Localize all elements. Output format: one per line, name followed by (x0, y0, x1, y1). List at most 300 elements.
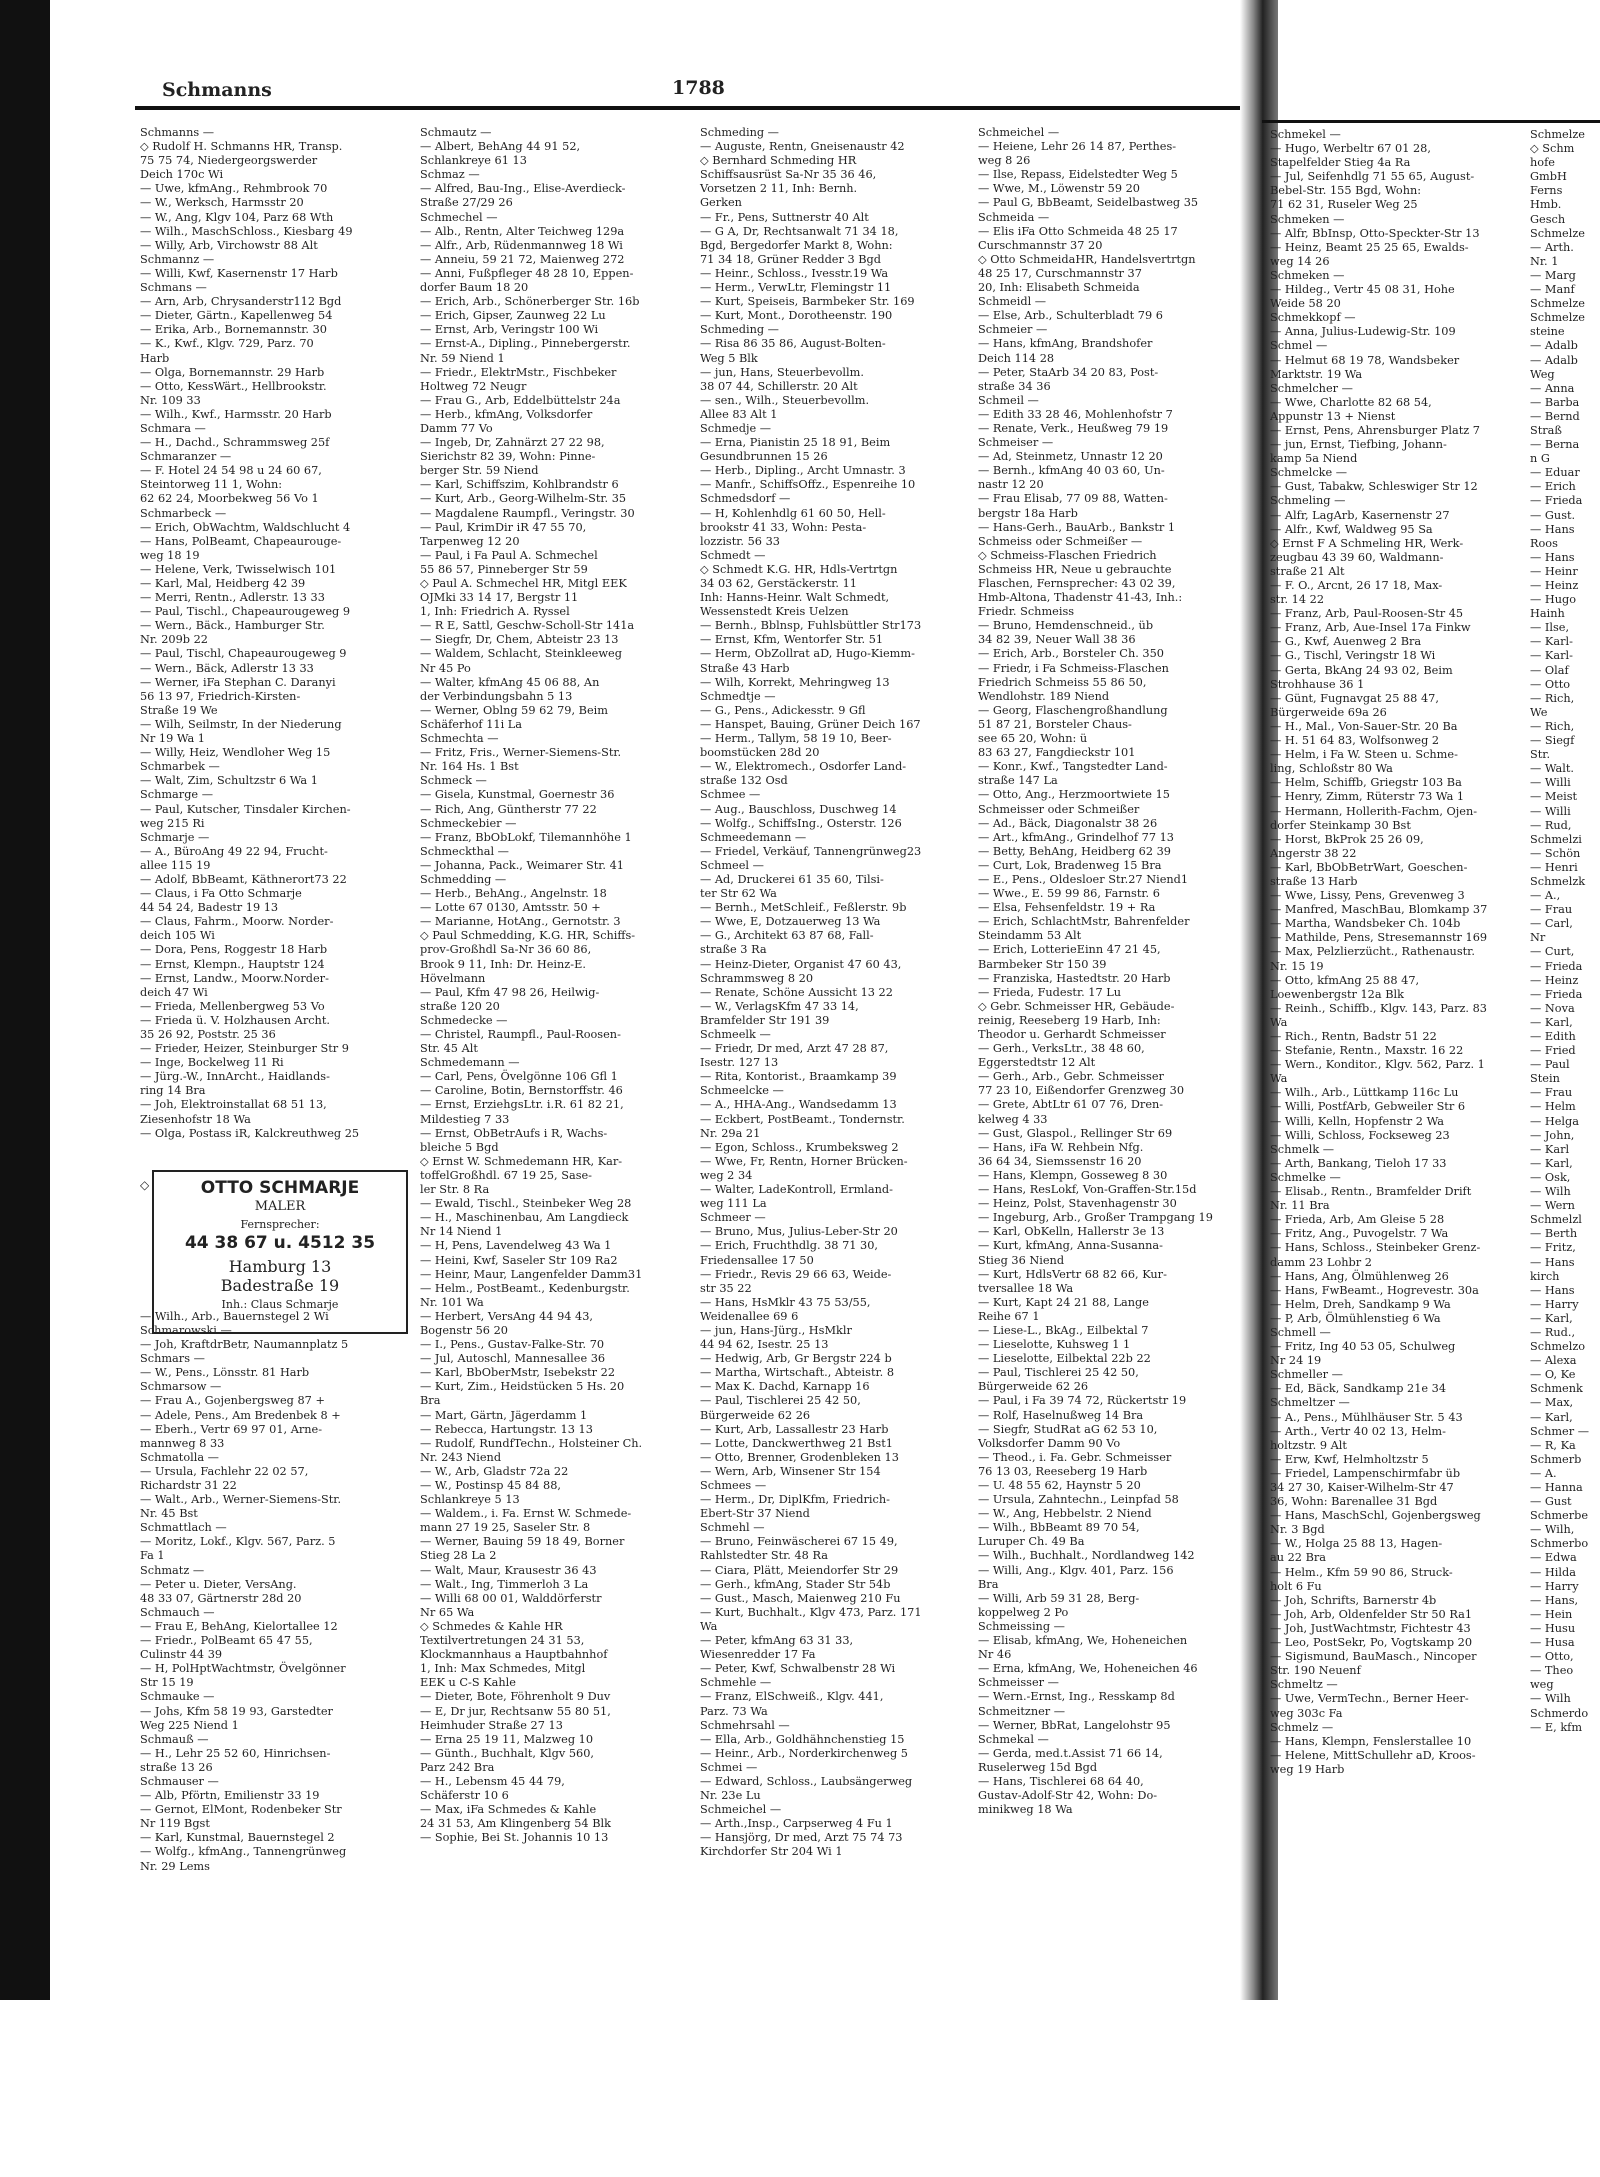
directory-entry-line: — Willi, Kelln, Hopfenstr 2 Wa (1270, 1114, 1444, 1128)
directory-entry-line: — Gust (1530, 1495, 1572, 1509)
directory-entry-line: — Wern (1530, 1199, 1575, 1213)
directory-entry-line: — Karl, BbObBetrWart, Goeschen- (1270, 860, 1468, 874)
directory-entry-line: — Ernst, ObBetrAufs i R, Wachs- (420, 1126, 608, 1140)
directory-entry-line: Curschmannstr 37 20 (978, 238, 1103, 252)
directory-entry-line: — Kurt, Zim., Heidstücken 5 Hs. 20 (420, 1380, 625, 1394)
directory-entry-line: — Helm., Kfm 59 90 86, Struck- (1270, 1565, 1453, 1579)
directory-entry-line: — Hans, Tischlerei 68 64 40, (978, 1774, 1144, 1788)
directory-entry-line: Nr. 29 Lems (140, 1859, 210, 1873)
directory-entry-line: Schmeelcke — (700, 1084, 784, 1098)
directory-entry-line: 71 34 18, Grüner Redder 3 Bgd (700, 252, 882, 266)
directory-entry-line: — Hans (1530, 522, 1575, 536)
directory-entry-line: — Jul, Seifenhdlg 71 55 65, August- (1270, 170, 1475, 184)
directory-entry-line: 55 86 57, Pinneberger Str 59 (420, 562, 588, 576)
directory-entry-line: — Paul, Tischl., Chapeaurougeweg 9 (140, 605, 351, 619)
directory-entry-line: — Wilh., Arb., Lüttkamp 116c Lu (1270, 1086, 1459, 1100)
directory-entry-line: Schmeding — (700, 126, 779, 139)
directory-entry-line: — F. O., Arcnt, 26 17 18, Max- (1270, 579, 1443, 592)
directory-entry-line: — Gust, Glaspol., Rellinger Str 69 (978, 1126, 1173, 1140)
directory-entry-line: — Herb., kfmAng, Volksdorfer (420, 407, 593, 421)
directory-entry-line: weg 303c Fa (1270, 1706, 1343, 1720)
directory-entry-line: Schmerdo (1530, 1706, 1589, 1720)
directory-entry-line: — W., Elektromech., Osdorfer Land- (700, 760, 907, 774)
directory-entry-line: — Bernh., kfmAng 40 03 60, Un- (978, 464, 1165, 478)
directory-entry-line: — Osk, (1530, 1170, 1571, 1184)
directory-entry-line: Schmeding — (700, 323, 779, 337)
directory-entry-line: Schmehl — (700, 1521, 765, 1535)
directory-entry-line: — Erna, kfmAng, We, Hoheneichen 46 (978, 1662, 1198, 1676)
directory-entry-line: — Johanna, Pack., Weimarer Str. 41 (420, 858, 624, 872)
directory-entry-line: — Hanna (1530, 1481, 1583, 1494)
directory-entry-line: — Dora, Pens, Roggestr 18 Harb (140, 943, 328, 957)
directory-entry-line: Schmedtje — (700, 689, 776, 703)
directory-entry-line: straße 34 36 (978, 379, 1051, 393)
directory-entry-line: — Heinz (1530, 579, 1579, 592)
directory-entry-line: — Frau (1530, 1086, 1573, 1100)
directory-entry-line: — Arn, Arb, Chrysanderstr112 Bgd (140, 295, 342, 309)
directory-entry-line: — Ad, Steinmetz, Unnastr 12 20 (978, 450, 1163, 464)
directory-entry-line: Klockmannhaus a Hauptbahnhof (420, 1648, 608, 1662)
directory-entry-line: dorfer Baum 18 20 (420, 281, 529, 295)
directory-entry-line: — Dieter, Bote, Föhrenholt 9 Duv (420, 1690, 611, 1704)
directory-entry-line: — H, Kohlenhdlg 61 60 50, Hell- (700, 506, 886, 520)
directory-entry-line: Schmarsow — (140, 1380, 222, 1394)
directory-entry-line: kirch (1530, 1269, 1560, 1283)
directory-entry-line: ◇ Otto SchmeidaHR, Handelsvertrtgn (978, 252, 1196, 266)
directory-entry-line: hofe (1530, 156, 1555, 170)
directory-entry-line: steine (1530, 325, 1565, 339)
directory-entry-line: — A. (1530, 1466, 1557, 1480)
directory-entry-line: Stieg 36 Niend (978, 1253, 1065, 1267)
directory-entry-line: — Herb., BehAng., Angelnstr. 18 (420, 887, 607, 901)
directory-entry-line: 34 82 39, Neuer Wall 38 36 (978, 633, 1136, 647)
directory-entry-line: Bra (420, 1394, 441, 1408)
directory-entry-line: — Wern., Bäck., Hamburger Str. (140, 619, 325, 633)
directory-entry-line: — Anna (1530, 381, 1575, 395)
directory-entry-line: Schmauser — (140, 1774, 219, 1788)
directory-entry-line: — Uwe, kfmAng., Rehmbrook 70 (140, 182, 328, 196)
directory-entry-line: — Arth., Vertr 40 02 13, Helm- (1270, 1424, 1446, 1438)
directory-entry-line: Parz 242 Bra (420, 1760, 495, 1774)
directory-entry-line: Stapelfelder Stieg 4a Ra (1270, 156, 1411, 170)
directory-entry-line: Nr. 101 Wa (420, 1295, 484, 1309)
directory-entry-line: — Heinr., Arb., Norderkirchenweg 5 (700, 1746, 908, 1760)
directory-entry-line: — Karl, Kunstmal, Bauernstegel 2 (140, 1831, 335, 1845)
directory-entry-line: — Ernst-A., Dipling., Pinnebergerstr. (420, 337, 631, 351)
advertisement-box (152, 1170, 408, 1334)
directory-entry-line: — Helm, i Fa W. Steen u. Schme- (1270, 748, 1458, 762)
directory-entry-line: damm 23 Lohbr 2 (1270, 1255, 1372, 1269)
directory-entry-line: — Gisela, Kunstmal, Goernestr 36 (420, 788, 615, 802)
directory-entry-line: Culinstr 44 39 (140, 1648, 223, 1662)
directory-entry-line: Schmauß — (140, 1732, 209, 1746)
directory-entry-line: Schmarge — (140, 788, 213, 802)
directory-entry-line: — Erich, Fruchthdlg. 38 71 30, (700, 1239, 879, 1253)
directory-entry-line: der Verbindungsbahn 5 13 (420, 689, 573, 703)
directory-entry-line: — Karl- (1530, 635, 1573, 649)
directory-entry-line: — Willi 68 00 01, Walddörferstr (420, 1591, 602, 1605)
ad-marker: ◇ (140, 1178, 150, 1192)
directory-entry-line: Schmeckebier — (420, 816, 517, 830)
directory-entry-line: Schmeckthal — (420, 844, 509, 858)
directory-entry-line: — Auguste, Rentn, Gneisenaustr 42 (700, 140, 905, 154)
directory-entry-line: — Erich, ObWachtm, Waldschlucht 4 (140, 520, 351, 534)
directory-entry-line: Schmautz — (420, 126, 492, 139)
directory-entry-line: Schmeling — (1270, 494, 1346, 508)
directory-entry-line: Theodor u. Gerhardt Schmeisser (978, 1028, 1166, 1041)
directory-entry-line: — Rud, (1530, 818, 1572, 832)
directory-entry-line: — Wwe., E. 59 99 86, Farnstr. 6 (978, 887, 1160, 901)
column-4 (978, 126, 1242, 1817)
directory-entry-line: straße 147 La (978, 774, 1058, 788)
directory-entry-line: — Renate, Verk., Heußweg 79 19 (978, 421, 1169, 435)
directory-entry-line: straße 120 20 (420, 999, 500, 1013)
directory-entry-line: 56 13 97, Friedrich-Kirsten- (140, 689, 301, 703)
directory-entry-line: zeugbau 43 39 60, Waldmann- (1270, 550, 1444, 564)
directory-entry-line: — Edith 33 28 46, Mohlenhofstr 7 (978, 407, 1173, 421)
directory-entry-line: Schmanns — (140, 126, 215, 139)
directory-entry-line: Schäferhof 11i La (420, 717, 523, 731)
directory-entry-line: — Olga, Bornemannstr. 29 Harb (140, 365, 325, 379)
directory-entry-line: — Walt., Arb., Werner-Siemens-Str. (140, 1493, 342, 1507)
directory-entry-line: — Wwe, M., Löwenstr 59 20 (978, 182, 1140, 196)
directory-entry-line: Str. 45 Alt (420, 1042, 478, 1056)
directory-entry-line: — Kurt, Mont., Dorotheenstr. 190 (700, 309, 893, 323)
directory-entry-line: — Helene, Verk, Twisselwisch 101 (140, 562, 337, 576)
directory-entry-line: — Siegfr, Dr, Chem, Abteistr 23 13 (420, 633, 619, 647)
directory-entry-line: — Elisab, kfmAng, We, Hoheneichen (978, 1634, 1188, 1648)
directory-entry-line: Hainh (1530, 607, 1565, 621)
directory-entry-line: Deich 170c Wi (140, 168, 224, 182)
directory-entry-line: Straß (1530, 423, 1562, 437)
directory-entry-line: 71 62 31, Ruseler Weg 25 (1270, 198, 1418, 212)
directory-entry-line: ◇ Paul Schmedding, K.G. HR, Schiffs- (420, 929, 636, 943)
directory-entry-line: — Ernst, Klempn., Hauptstr 124 (140, 957, 325, 971)
directory-entry-line: Schmeiss oder Schmeißer — (978, 534, 1143, 548)
directory-entry-line: Hövelmann (420, 971, 486, 985)
directory-entry-line: Schmelk — (1270, 1142, 1335, 1156)
directory-entry-line: — Adolf, BbBeamt, Käthnerort73 22 (140, 872, 347, 886)
directory-entry-line: Schmelze (1530, 128, 1585, 141)
directory-entry-line: Heimhuder Straße 27 13 (420, 1718, 563, 1732)
directory-entry-line: — Betty, BehAng, Heidberg 62 39 (978, 844, 1171, 858)
directory-entry-line: — Walter, LadeKontroll, Ermland- (700, 1183, 893, 1197)
directory-entry-line: Str. 190 Neuenf (1270, 1664, 1361, 1678)
directory-entry-line: Nr. 23e Lu (700, 1789, 761, 1803)
directory-entry-line: — Willi (1530, 776, 1571, 790)
directory-entry-line: — Hans (1530, 550, 1575, 564)
directory-entry-line: — Hildeg., Vertr 45 08 31, Hohe (1270, 283, 1455, 297)
directory-entry-line: — W., Ang, Klgv 104, Parz 68 Wth (140, 210, 334, 224)
directory-entry-line: — Adalb (1530, 353, 1578, 367)
directory-entry-line: — Walter, kfmAng 45 06 88, An (420, 675, 600, 689)
directory-entry-line: — Gerh., Arb., Gebr. Schmeisser (978, 1070, 1164, 1084)
directory-entry-line: kamp 5a Niend (1270, 452, 1358, 466)
directory-entry-line: — Rich, Ang, Güntherstr 77 22 (420, 802, 597, 816)
directory-entry-line: holtzstr. 9 Alt (1270, 1438, 1347, 1452)
directory-entry-line: — Heinr., Schloss., Ivesstr.19 Wa (700, 266, 889, 280)
directory-entry-line: Weg 225 Niend 1 (140, 1718, 239, 1732)
directory-entry-line: Marktstr. 19 Wa (1270, 367, 1363, 381)
directory-entry-line: — Fr., Pens, Suttnerstr 40 Alt (700, 210, 869, 224)
directory-entry-line: — Willy, Arb, Virchowstr 88 Alt (140, 238, 318, 252)
directory-entry-line: — Paul, i Fa Paul A. Schmechel (420, 548, 598, 562)
directory-entry-line: straße 13 26 (140, 1760, 213, 1774)
directory-entry-line: weg 14 26 (1270, 254, 1330, 268)
header-rule (135, 106, 1240, 110)
directory-entry-line: — Frau G., Arb, Eddelbüttelstr 24a (420, 393, 621, 407)
directory-entry-line: — Edith (1530, 1030, 1576, 1043)
directory-entry-line: — Erich, SchlachtMstr, Bahrenfelder (978, 915, 1190, 929)
ad-city: Hamburg 13 (228, 1257, 332, 1276)
directory-entry-line: weg 18 19 (140, 548, 200, 562)
directory-entry-line: — Rich, (1530, 719, 1575, 733)
directory-entry-line: Schmelcher — (1270, 381, 1353, 395)
ad-trade: MALER (254, 1199, 306, 1214)
directory-entry-line: Schmerb (1530, 1452, 1582, 1466)
directory-entry-line: — Friedr., ElektrMstr., Fischbeker (420, 365, 617, 379)
directory-entry-line: nastr 12 20 (978, 478, 1044, 492)
directory-entry-line: Schmehle — (700, 1676, 772, 1690)
directory-entry-line: — Lieselotte, Eilbektal 22b 22 (978, 1352, 1151, 1366)
directory-entry-line: Roos (1530, 536, 1558, 550)
directory-entry-line: — Alfr, BbInsp, Otto-Speckter-Str 13 (1270, 226, 1480, 240)
directory-entry-line: — Franz, BbObLokf, Tilemannhöhe 1 (420, 830, 632, 844)
directory-entry-line: — Gerh., VerksLtr., 38 48 60, (978, 1042, 1145, 1056)
directory-entry-line: — Erika, Arb., Bornemannstr. 30 (140, 323, 327, 337)
directory-entry-line: — Hans, iFa W. Rehbein Nfg. (978, 1140, 1144, 1154)
column-2 (420, 126, 692, 1845)
directory-entry-line: Schmelze (1530, 297, 1585, 311)
directory-entry-line: — Erna 25 19 11, Malzweg 10 (420, 1732, 594, 1746)
directory-entry-line: — Claus, i Fa Otto Schmarje (140, 887, 302, 901)
directory-entry-line: — Frau E, BehAng, Kielortallee 12 (140, 1619, 338, 1633)
directory-entry-line: — Ingeb, Dr, Zahnärzt 27 22 98, (420, 436, 605, 450)
directory-entry-line: ◇ Gebr. Schmeisser HR, Gebäude- (978, 999, 1175, 1013)
directory-entry-line: — Wern., Bäck, Adlerstr 13 33 (140, 661, 314, 675)
directory-entry-line: — Curt, Lok, Bradenweg 15 Bra (978, 858, 1162, 872)
directory-entry-line: — Hugo (1530, 593, 1577, 607)
directory-entry-line: — H, Pens, Lavendelweg 43 Wa 1 (420, 1239, 612, 1253)
directory-entry-line: — Otto, Brenner, Grodenbleken 13 (700, 1450, 899, 1464)
directory-entry-line: — A., (1530, 889, 1561, 903)
directory-entry-line: — Rolf, Haselnußweg 14 Bra (978, 1408, 1144, 1422)
directory-entry-line: — Wern.-Ernst, Ing., Resskamp 8d (978, 1690, 1175, 1704)
directory-entry-line: — Ernst, ErziehgsLtr. i.R. 61 82 21, (420, 1098, 624, 1112)
directory-entry-line: — Olaf (1530, 663, 1569, 677)
directory-entry-line: — Reinh., Schiffb., Klgv. 143, Parz. 83 (1270, 1001, 1487, 1015)
directory-entry-line: Bramfelder Str 191 39 (700, 1013, 830, 1027)
directory-entry-line: — G., Pens., Adickesstr. 9 Gfl (700, 703, 866, 717)
directory-entry-line: ◇ Paul A. Schmechel HR, Mitgl EEK (420, 577, 627, 590)
directory-entry-line: — Martha, Wirtschaft., Abteistr. 8 (700, 1366, 895, 1380)
directory-entry-line: Nr. 1 (1530, 254, 1559, 268)
directory-entry-line: — Wilh (1530, 1692, 1571, 1706)
directory-entry-line: Holtweg 72 Neugr (420, 379, 527, 393)
directory-entry-line: — Otto, (1530, 1650, 1574, 1664)
directory-entry-line: — Sigismund, BauMasch., Nincoper (1270, 1650, 1477, 1664)
directory-entry-line: — Hans, PolBeamt, Chapeaurouge- (140, 534, 342, 548)
ad-name: OTTO SCHMARJE (200, 1178, 360, 1198)
directory-entry-line: — E., Pens., Oldesloer Str.27 Niend1 (978, 872, 1189, 886)
directory-entry-line: — Franz, ElSchweiß., Klgv. 441, (700, 1690, 884, 1704)
directory-entry-line: — Peter u. Dieter, VersAng. (140, 1577, 297, 1591)
directory-entry-line: — Anna, Julius-Ludewig-Str. 109 (1270, 325, 1456, 339)
directory-entry-line: Nr 19 Wa 1 (140, 732, 205, 746)
directory-entry-line: ◇ Bernhard Schmeding HR (700, 154, 857, 168)
directory-entry-line: — Hans, Schloss., Steinbeker Grenz- (1270, 1241, 1481, 1255)
directory-entry-line: — Ursula, Zahntechn., Leinpfad 58 (978, 1493, 1179, 1507)
directory-entry-line: brookstr 41 33, Wohn: Pesta- (700, 520, 867, 534)
directory-entry-line: — Mart, Gärtn, Jägerdamm 1 (420, 1408, 588, 1422)
directory-entry-line: — Frieda (1530, 987, 1583, 1001)
directory-entry-line: — Grete, AbtLtr 61 07 76, Dren- (978, 1098, 1164, 1112)
directory-entry-line: — A., BüroAng 49 22 94, Frucht- (140, 844, 328, 858)
directory-entry-line: 76 13 03, Reeseberg 19 Harb (978, 1464, 1148, 1478)
directory-entry-line: — Adele, Pens., Am Bredenbek 8 + (140, 1408, 341, 1422)
directory-entry-line: — Herm., VerwLtr, Flemingstr 11 (700, 281, 892, 295)
directory-entry-line: Friedrich Schmeiss 55 86 50, (978, 675, 1147, 689)
directory-entry-line: — Martha, Wandsbeker Ch. 104b (1270, 917, 1461, 931)
directory-entry-line: — Ernst, Landw., Moorw.Norder- (140, 971, 329, 985)
directory-entry-line: Schmeichel — (978, 126, 1060, 139)
directory-entry-line: — jun, Hans, Steuerbevollm. (700, 365, 864, 379)
directory-entry-line: — K., Kwf., Klgv. 729, Parz. 70 (140, 337, 314, 351)
directory-entry-line: — Schön (1530, 846, 1581, 860)
directory-entry-line: — Kurt, Kapt 24 21 88, Lange (978, 1295, 1149, 1309)
directory-entry-line: 24 31 53, Am Klingenberg 54 Blk (420, 1817, 611, 1831)
directory-entry-line: — Max, (1530, 1396, 1574, 1410)
directory-entry-line: Weg 5 Blk (700, 351, 758, 365)
directory-entry-line: 44 54 24, Badestr 19 13 (140, 901, 279, 915)
directory-entry-line: — Alb, Pförtn, Emilienstr 33 19 (140, 1789, 320, 1803)
directory-entry-line: — Erich (1530, 480, 1576, 494)
directory-entry-line: — Uwe, VermTechn., Berner Heer- (1270, 1692, 1469, 1706)
directory-entry-line: — Theo (1530, 1664, 1574, 1678)
directory-entry-line: — Ella, Arb., Goldhähnchenstieg 15 (700, 1732, 905, 1746)
directory-entry-line: 1, Inh: Friedrich A. Ryssel (420, 605, 570, 619)
directory-entry-line: au 22 Bra (1270, 1551, 1327, 1565)
directory-entry-line: — Frieder, Heizer, Steinburger Str 9 (140, 1042, 349, 1056)
directory-entry-line: — Kurt, kfmAng, Anna-Susanna- (978, 1239, 1163, 1253)
directory-entry-line: 20, Inh: Elisabeth Schmeida (978, 281, 1140, 295)
directory-entry-line: Schmenk (1530, 1382, 1583, 1396)
directory-entry-line: — Olga, Postass iR, Kalckreuthweg 25 (140, 1126, 360, 1140)
directory-entry-line: Schmarbek — (140, 760, 220, 774)
directory-entry-line: Brook 9 11, Inh: Dr. Heinz-E. (420, 957, 586, 971)
directory-entry-line: — Konr., Kwf., Tangstedter Land- (978, 760, 1168, 774)
directory-entry-line: — Friedr, Dr med, Arzt 47 28 87, (700, 1042, 889, 1056)
directory-entry-line: Nr. 109 33 (140, 393, 201, 407)
directory-entry-line: ◇ Schmedt K.G. HR, Hdls-Vertrtgn (700, 562, 898, 576)
directory-entry-line: Nr 46 (978, 1648, 1012, 1662)
directory-entry-line: — Herm, ObZollrat aD, Hugo-Kiemm- (700, 647, 915, 661)
directory-entry-line: — Erich, Arb., Schönerberger Str. 16b (420, 295, 640, 309)
directory-entry-line: ◇ Ernst W. Schmedemann HR, Kar- (420, 1154, 623, 1168)
directory-entry-line: Schrammsweg 8 20 (700, 971, 814, 985)
directory-entry-line: — Hans (1530, 1255, 1575, 1269)
directory-entry-line: — Walt., Ing, Timmerloh 3 La (420, 1577, 589, 1591)
directory-entry-line: deich 47 Wi (140, 985, 208, 999)
directory-entry-line: Schmekel — (1270, 128, 1341, 141)
directory-entry-line: weg 19 Harb (1270, 1762, 1345, 1776)
directory-entry-line: — Paul (1530, 1058, 1570, 1072)
directory-entry-line: — Siegf (1530, 734, 1575, 748)
directory-entry-line: — Wilh, Korrekt, Mehringweg 13 (700, 675, 890, 689)
directory-entry-line: — Wern., Konditor., Klgv. 562, Parz. 1 (1270, 1058, 1485, 1072)
directory-entry-line: — Wilh (1530, 1185, 1571, 1199)
directory-entry-line: — Aug., Bauschloss, Duschweg 14 (700, 802, 897, 816)
directory-entry-line: — Frieda, Arb, Am Gleise 5 28 (1270, 1213, 1445, 1227)
directory-entry-line: Schmans — (140, 281, 207, 295)
directory-entry-line: berger Str. 59 Niend (420, 464, 539, 478)
directory-entry-line: — Rudolf, RundfTechn., Holsteiner Ch. (420, 1436, 643, 1450)
directory-entry-line: Volksdorfer Damm 90 Vo (978, 1436, 1121, 1450)
directory-entry-line: — W., Ang, Hebbelstr. 2 Niend (978, 1507, 1152, 1521)
directory-entry-line: — Helm, Schiffb, Griegstr 103 Ba (1270, 776, 1462, 790)
directory-entry-line: Nr 14 Niend 1 (420, 1225, 503, 1239)
directory-entry-line: — Frieda (1530, 959, 1583, 973)
directory-entry-line: — W., Arb, Gladstr 72a 22 (420, 1464, 569, 1478)
directory-entry-line: — Gerta, BkAng 24 93 02, Beim (1270, 663, 1453, 677)
directory-entry-line: — Jürg.-W., InnArcht., Haidlands- (140, 1070, 330, 1084)
directory-entry-line: — Adalb (1530, 339, 1578, 353)
directory-entry-line: — Anni, Fußpfleger 48 28 10, Eppen- (420, 266, 634, 280)
directory-entry-line: Bürgerweide 62 26 (700, 1408, 811, 1422)
directory-entry-line: — Helga (1530, 1114, 1580, 1128)
bottom-margin (0, 2000, 1600, 2177)
directory-entry-line: Schmekkopf — (1270, 311, 1356, 325)
directory-entry-line: Hmb. (1530, 198, 1562, 212)
directory-entry-line: weg 8 26 (978, 154, 1031, 168)
directory-entry-line: 34 27 30, Kaiser-Wilhelm-Str 47 (1270, 1481, 1454, 1494)
directory-entry-line: — Elisab., Rentn., Bramfelder Drift (1270, 1185, 1472, 1199)
directory-entry-line: Straße 19 We (140, 703, 218, 717)
directory-entry-line: — Herm., Dr, DiplKfm, Friedrich- (700, 1493, 890, 1507)
directory-entry-line: Stein (1530, 1072, 1560, 1086)
directory-entry-line: — Hans, Klempn, Gosseweg 8 30 (978, 1168, 1168, 1182)
directory-entry-line: — Mathilde, Pens, Stresemannstr 169 (1270, 931, 1488, 945)
directory-entry-line: — Leo, PostSekr, Po, Vogtskamp 20 (1270, 1636, 1473, 1650)
directory-entry-line: Schmelze (1530, 226, 1585, 240)
directory-entry-line: — Hansjörg, Dr med, Arzt 75 74 73 (700, 1831, 903, 1845)
directory-entry-line: — Herbert, VersAng 44 94 43, (420, 1309, 594, 1323)
directory-entry-line: — Edward, Schloss., Laubsängerweg (700, 1774, 913, 1788)
directory-entry-line: — Georg, Flaschengroßhandlung (978, 703, 1168, 717)
directory-entry-line: Schmeltz — (1270, 1678, 1338, 1692)
directory-entry-line: — Karl, Schiffszim, Kohlbrandstr 6 (420, 478, 619, 492)
directory-entry-line: Schmelzk (1530, 874, 1586, 888)
directory-entry-line: — Ad., Bäck, Diagonalstr 38 26 (978, 816, 1158, 830)
directory-entry-line: Bgd, Bergedorfer Markt 8, Wohn: (700, 238, 893, 252)
directory-entry-line: Schmauke — (140, 1690, 215, 1704)
directory-entry-line: — W., Postinsp 45 84 88, (420, 1479, 561, 1492)
directory-entry-line: 36, Wohn: Barenallee 31 Bgd (1270, 1495, 1438, 1509)
directory-entry-line: Rahlstedter Str. 48 Ra (700, 1549, 828, 1563)
directory-entry-line: — W., Pens., Lönsstr. 81 Harb (140, 1366, 310, 1380)
directory-entry-line (140, 1155, 412, 1169)
directory-entry-line: Wessenstedt Kreis Uelzen (700, 605, 849, 619)
directory-entry-line: Schmaz — (420, 168, 480, 182)
directory-entry-line: Schmarje — (140, 830, 210, 844)
directory-entry-line: — Erich, Gipser, Zaunweg 22 Lu (420, 309, 606, 323)
directory-entry-line: — Gerh., kfmAng, Stader Str 54b (700, 1577, 891, 1591)
directory-entry-line: — O, Ke (1530, 1368, 1576, 1382)
directory-entry-line: — Barba (1530, 395, 1580, 409)
directory-entry-line: Steintorweg 11 1, Wohn: (140, 478, 283, 492)
directory-entry-line: — Eduar (1530, 466, 1580, 480)
directory-entry-line: Schmeller — (1270, 1368, 1343, 1382)
